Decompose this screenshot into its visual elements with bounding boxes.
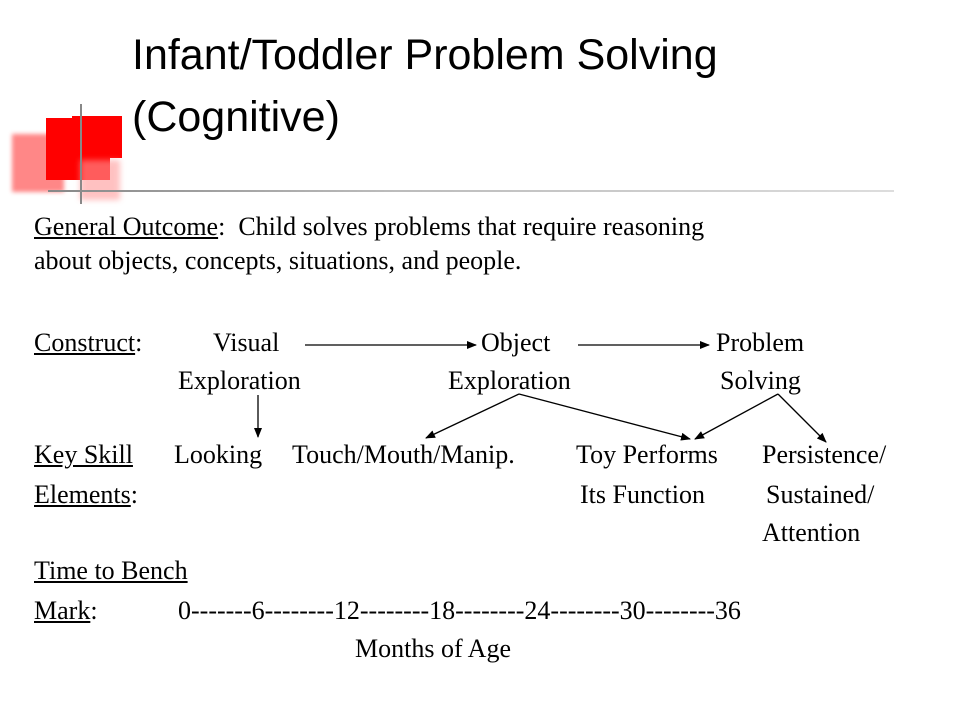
benchmark-colon: : bbox=[90, 596, 98, 625]
arrow-problem-to-toy bbox=[695, 394, 778, 439]
skill-toy-performs-line2: Its Function bbox=[580, 480, 705, 509]
outcome-text-2: about objects, concepts, situations, and people. bbox=[34, 246, 522, 275]
construct-visual-line1: Visual bbox=[213, 328, 280, 357]
skills-label-1: Key Skill bbox=[34, 440, 133, 469]
title-line-2: (Cognitive) bbox=[132, 93, 340, 141]
construct-object-line1: Object bbox=[481, 328, 551, 357]
title-line-1: Infant/Toddler Problem Solving bbox=[132, 31, 718, 79]
construct-visual-line2: Exploration bbox=[178, 366, 301, 395]
construct-label: Construct bbox=[34, 328, 136, 357]
construct-problem-line1: Problem bbox=[716, 328, 805, 357]
construct-problem-line2: Solving bbox=[720, 366, 801, 395]
construct-object-line2: Exploration bbox=[448, 366, 571, 395]
arrow-object-to-touch bbox=[426, 394, 519, 438]
benchmark-scale: 0-------6--------12--------18--------24--------30--------36 bbox=[178, 596, 741, 625]
skill-toy-performs-line1: Toy Performs bbox=[576, 440, 718, 469]
arrow-problem-to-persistence bbox=[778, 394, 826, 442]
skill-persistence-line3: Attention bbox=[762, 518, 861, 547]
skill-touch-mouth-manip: Touch/Mouth/Manip. bbox=[292, 440, 515, 469]
skill-looking: Looking bbox=[174, 440, 263, 469]
outcome-label: General Outcome bbox=[34, 212, 219, 241]
skills-colon: : bbox=[130, 480, 138, 509]
benchmark-axis-label: Months of Age bbox=[355, 634, 511, 663]
benchmark-label-2: Mark bbox=[34, 596, 91, 625]
skills-label-2: Elements bbox=[34, 480, 131, 509]
skill-persistence-line1: Persistence/ bbox=[762, 440, 887, 469]
construct-colon: : bbox=[135, 328, 143, 357]
outcome-text-1: Child solves problems that require reasoning bbox=[238, 212, 705, 241]
benchmark-label-1: Time to Bench bbox=[34, 556, 188, 585]
arrow-object-to-toy bbox=[519, 394, 690, 439]
skill-persistence-line2: Sustained/ bbox=[766, 480, 875, 509]
outcome-colon: : bbox=[218, 212, 226, 241]
